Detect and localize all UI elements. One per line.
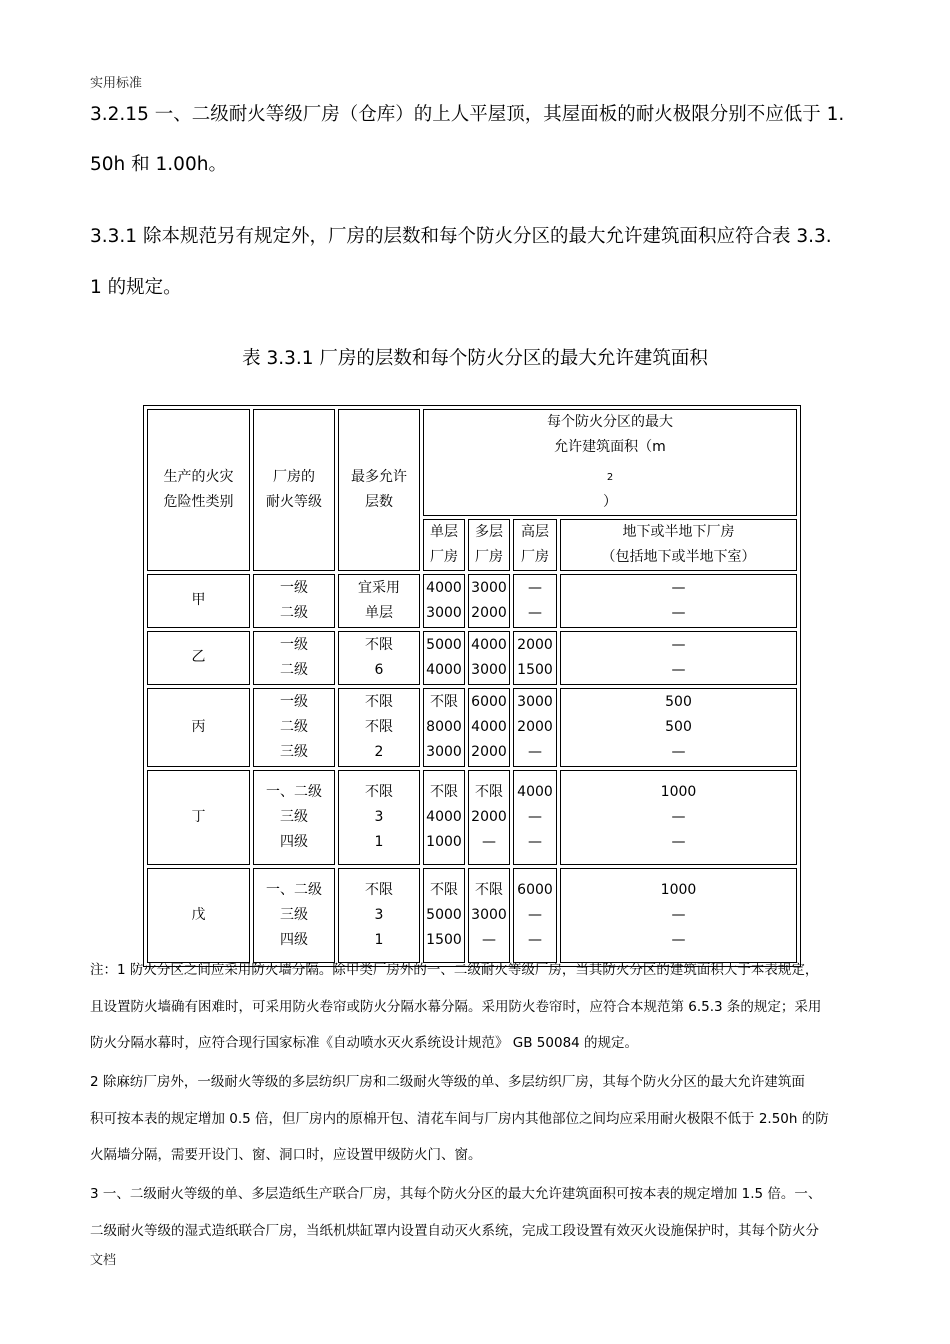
cell-value: 三级 — [280, 743, 308, 760]
note-line: 防火分隔水幕时，应符合现行国家标准《自动喷水灭火系统设计规范》 GB 50084 的规定。 — [90, 1035, 639, 1051]
cell-value: — — [528, 833, 542, 850]
cell-fire-rating — [253, 868, 335, 963]
cell-value: — — [671, 636, 686, 653]
cell-value: 500 — [665, 718, 692, 735]
cell-value: 不限 — [475, 881, 503, 898]
header-high-rise: 高层 厂房 — [513, 519, 557, 571]
cell-fire-rating — [253, 770, 335, 865]
cell-value: — — [671, 743, 686, 760]
note-line: 且设置防火墙确有困难时，可采用防火卷帘或防火分隔水幕分隔。采用防火卷帘时，应符合本规范第 6.5.3 条的规定；采用 — [90, 999, 822, 1015]
cell-value: — — [528, 808, 542, 825]
cell-value: 4000 — [471, 718, 507, 735]
cell-value: 3000 — [471, 906, 507, 923]
cell-value: 1000 — [660, 881, 697, 898]
cell-value: — — [528, 604, 542, 621]
cell-category: 戊 — [147, 868, 250, 963]
cell-value: 不限 — [430, 783, 458, 800]
cell-max-floors — [338, 631, 420, 685]
cell-value: 3000 — [426, 604, 462, 621]
cell-high-rise — [513, 770, 557, 865]
cell-value: 一级 — [280, 636, 308, 653]
cell-value: 1000 — [660, 783, 697, 800]
cell-value: 不限 — [365, 783, 393, 800]
header-max-floors: 最多允许 层数 — [338, 409, 420, 571]
cell-value: 不限 — [365, 693, 393, 710]
table-row — [147, 631, 797, 685]
cell-value: 一、二级 — [266, 783, 322, 800]
cell-value: — — [482, 833, 496, 850]
cell-value: — — [671, 808, 686, 825]
spec-table — [143, 405, 801, 967]
cell-value: 2000 — [517, 718, 553, 735]
cell-value: 2000 — [471, 604, 507, 621]
cell-value: 4000 — [426, 579, 462, 596]
cell-value: 不限 — [475, 783, 503, 800]
clause-line: 3.2.15 一、二级耐火等级厂房（仓库）的上人平屋顶，其屋面板的耐火极限分别不应低于 1. — [90, 104, 845, 125]
header-category: 生产的火灾 危险性类别 — [147, 409, 250, 571]
header-single-storey: 单层 厂房 — [423, 519, 465, 571]
cell-category: 丁 — [147, 770, 250, 865]
cell-value: 2000 — [517, 636, 553, 653]
cell-value: 3000 — [471, 661, 507, 678]
header-fire-rating: 厂房的 耐火等级 — [253, 409, 335, 571]
cell-fire-rating — [253, 574, 335, 628]
cell-value: 3000 — [471, 579, 507, 596]
note-line: 3 一、二级耐火等级的单、多层造纸生产联合厂房，其每个防火分区的最大允许建筑面积可按本表的规定增加 1.5 倍。一、 — [90, 1186, 822, 1202]
cell-value: 不限 — [430, 693, 458, 710]
cell-value: 1500 — [517, 661, 553, 678]
clause-line: 50h 和 1.00h。 — [90, 154, 227, 175]
cell-value: — — [528, 931, 542, 948]
table-title: 表 3.3.1 厂房的层数和每个防火分区的最大允许建筑面积 — [242, 348, 708, 369]
cell-value: 一、二级 — [266, 881, 322, 898]
cell-category: 甲 — [147, 574, 250, 628]
table-row — [147, 868, 797, 963]
note-line: 二级耐火等级的湿式造纸联合厂房，当纸机烘缸罩内设置自动灭火系统，完成工段设置有效灭火设施保护时，其每个防火分 — [90, 1223, 819, 1239]
cell-value: 二级 — [280, 661, 308, 678]
cell-value: 6000 — [517, 881, 553, 898]
table-row — [147, 574, 797, 628]
cell-value: 5000 — [426, 906, 462, 923]
cell-value: 1500 — [426, 931, 462, 948]
note-line: 火隔墙分隔，需要开设门、窗、洞口时，应设置甲级防火门、窗。 — [90, 1147, 482, 1163]
cell-single-storey — [423, 770, 465, 865]
cell-value: 二级 — [280, 604, 308, 621]
clause-line: 1 的规定。 — [90, 277, 182, 298]
cell-multi-storey — [468, 868, 510, 963]
cell-value: 5000 — [426, 636, 462, 653]
cell-multi-storey — [468, 688, 510, 767]
cell-value: 2 — [374, 743, 384, 760]
cell-value: 单层 — [365, 604, 393, 621]
cell-value: 6 — [374, 661, 384, 678]
cell-value: 3 — [374, 906, 384, 923]
cell-value: 4000 — [517, 783, 553, 800]
cell-underground — [560, 868, 797, 963]
cell-high-rise — [513, 868, 557, 963]
cell-high-rise — [513, 574, 557, 628]
cell-max-floors — [338, 688, 420, 767]
cell-value: 3000 — [517, 693, 553, 710]
cell-value: 1 — [374, 931, 384, 948]
cell-high-rise — [513, 631, 557, 685]
page-header: 实用标准 — [90, 76, 143, 91]
cell-multi-storey — [468, 574, 510, 628]
clause-line: 3.3.1 除本规范另有规定外，厂房的层数和每个防火分区的最大允许建筑面积应符合表 3.3. — [90, 226, 832, 247]
cell-value: — — [671, 604, 686, 621]
cell-high-rise — [513, 688, 557, 767]
spec-table-wrapper — [143, 405, 801, 967]
cell-multi-storey — [468, 770, 510, 865]
header-area-group: 每个防火分区的最大 允许建筑面积（m $_2$ ） — [423, 409, 797, 516]
cell-value: 不限 — [365, 636, 393, 653]
header-underground: 地下或半地下厂房 （包括地下或半地下室） — [560, 519, 797, 571]
cell-value: 四级 — [280, 931, 308, 948]
cell-value: 一级 — [280, 579, 308, 596]
cell-single-storey — [423, 631, 465, 685]
cell-value: — — [671, 661, 686, 678]
cell-value: 不限 — [365, 718, 393, 735]
cell-value: 三级 — [280, 906, 308, 923]
cell-value: 一级 — [280, 693, 308, 710]
table-row — [147, 770, 797, 865]
page-footer: 文档 — [90, 1253, 117, 1268]
cell-value: 6000 — [471, 693, 507, 710]
cell-underground — [560, 631, 797, 685]
cell-fire-rating — [253, 688, 335, 767]
cell-value: 8000 — [426, 718, 462, 735]
cell-value: 4000 — [426, 661, 462, 678]
note-line: 2 除麻纺厂房外，一级耐火等级的多层纺织厂房和二级耐火等级的单、多层纺织厂房，其每个防火分区的最大允许建筑面 — [90, 1074, 805, 1090]
cell-value: 不限 — [430, 881, 458, 898]
cell-max-floors — [338, 574, 420, 628]
cell-single-storey — [423, 688, 465, 767]
cell-value: — — [528, 579, 542, 596]
note-line: 注：1 防火分区之间应采用防火墙分隔。除甲类厂房外的一、二级耐火等级厂房，当其防火分区的建筑面积大于本表规定， — [90, 962, 819, 978]
cell-value: 3000 — [426, 743, 462, 760]
cell-underground — [560, 770, 797, 865]
cell-single-storey — [423, 574, 465, 628]
cell-value: 2000 — [471, 743, 507, 760]
cell-value: — — [671, 833, 686, 850]
cell-value: 1 — [374, 833, 384, 850]
cell-value: 3 — [374, 808, 384, 825]
cell-value: — — [671, 579, 686, 596]
cell-max-floors — [338, 868, 420, 963]
cell-value: — — [671, 906, 686, 923]
cell-value: — — [528, 743, 542, 760]
cell-multi-storey — [468, 631, 510, 685]
cell-underground — [560, 688, 797, 767]
header-multi-storey: 多层 厂房 — [468, 519, 510, 571]
cell-value: — — [482, 931, 496, 948]
table-row — [147, 688, 797, 767]
cell-value: — — [671, 931, 686, 948]
cell-fire-rating — [253, 631, 335, 685]
cell-value: 4000 — [426, 808, 462, 825]
cell-value: 4000 — [471, 636, 507, 653]
cell-value: 二级 — [280, 718, 308, 735]
cell-single-storey — [423, 868, 465, 963]
cell-category: 丙 — [147, 688, 250, 767]
cell-value: 2000 — [471, 808, 507, 825]
note-line: 积可按本表的规定增加 0.5 倍，但厂房内的原棉开包、清花车间与厂房内其他部位之间均应采用耐火极限不低于 2.50h 的防 — [90, 1111, 829, 1127]
cell-value: 不限 — [365, 881, 393, 898]
cell-value: 500 — [665, 693, 692, 710]
cell-value: 1000 — [426, 833, 462, 850]
cell-max-floors — [338, 770, 420, 865]
cell-value: 四级 — [280, 833, 308, 850]
cell-value: 宜采用 — [358, 579, 400, 596]
cell-underground — [560, 574, 797, 628]
cell-category: 乙 — [147, 631, 250, 685]
cell-value: — — [528, 906, 542, 923]
cell-value: 三级 — [280, 808, 308, 825]
